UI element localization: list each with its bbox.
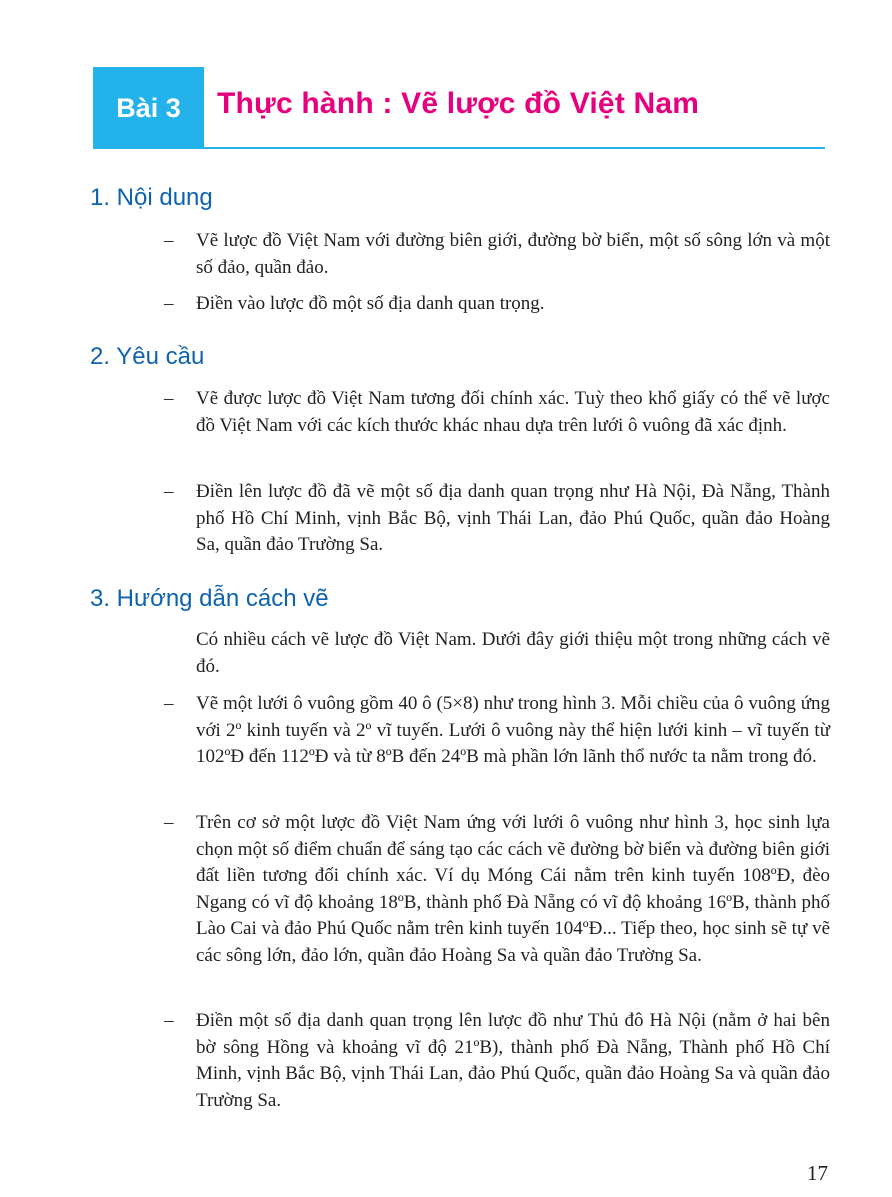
list-item-text: Điền lên lược đồ đã vẽ một số địa danh quan trọng như Hà Nội, Đà Nẵng, Thành phố Hồ Chí Minh, vịnh Bắc Bộ, vịnh Thái Lan, đảo Phú Quốc, quần đảo Hoàng Sa, quần đảo Trường Sa. — [196, 481, 830, 555]
list-item — [164, 228, 830, 281]
dash-bullet: – — [164, 293, 174, 314]
dash-bullet: – — [164, 481, 174, 502]
section-heading-requirements: 2. Yêu cầu — [90, 343, 205, 370]
list-item-text: Điền một số địa danh quan trọng lên lược đồ như Thủ đô Hà Nội (nằm ở hai bên bờ sông Hồng và khoảng vĩ độ 21ºB), thành phố Đà Nẵng, Thành phố Hồ Chí Minh, vịnh Bắc Bộ, vịnh Thái Lan, đảo Phú Quốc, quần đảo Hoàng Sa và quần đảo Trường Sa. — [196, 1010, 830, 1111]
header-underline — [204, 147, 825, 149]
list-item — [164, 810, 830, 969]
lesson-title: Thực hành : Vẽ lược đồ Việt Nam — [217, 87, 700, 120]
list-item — [164, 291, 830, 318]
section-heading-instructions: 3. Hướng dẫn cách vẽ — [90, 585, 329, 612]
list-item-text: Vẽ lược đồ Việt Nam với đường biên giới, đường bờ biển, một số sông lớn và một số đảo, quần đảo. — [196, 230, 830, 278]
dash-bullet: – — [164, 230, 174, 251]
list-item — [164, 386, 830, 439]
list-item — [164, 479, 830, 559]
list-item-text: Vẽ một lưới ô vuông gồm 40 ô (5×8) như trong hình 3. Mỗi chiều của ô vuông ứng với 2º kinh tuyến và 2º vĩ tuyến. Lưới ô vuông này thể hiện lưới kinh – vĩ tuyến từ 102ºĐ đến 112ºĐ và từ 8ºB đến 24ºB mà phần lớn lãnh thổ nước ta nằm trong đó. — [196, 693, 830, 767]
list-item-text: Vẽ được lược đồ Việt Nam tương đối chính xác. Tuỳ theo khổ giấy có thể vẽ lược đồ Việt Nam với các kích thước khác nhau dựa trên lưới ô vuông đã xác định. — [196, 388, 830, 436]
dash-bullet: – — [164, 388, 174, 409]
page-number: 17 — [807, 1161, 828, 1185]
list-item-text: Trên cơ sở một lược đồ Việt Nam ứng với lưới ô vuông như hình 3, học sinh lựa chọn một số điểm chuẩn để sáng tạo các cách vẽ đường bờ biển và đường biên giới đất liền tương đối chính xác. Ví dụ Móng Cái nằm trên kinh tuyến 108ºĐ, đèo Ngang có vĩ độ khoảng 18ºB, thành phố Đà Nẵng có vĩ độ khoảng 16ºB, thành phố Lào Cai và đảo Phú Quốc nằm trên kinh tuyến 104ºĐ... Tiếp theo, học sinh sẽ tự vẽ các sông lớn, đảo lớn, quần đảo Hoàng Sa và quần đảo Trường Sa. — [196, 812, 830, 966]
intro-paragraph: Có nhiều cách vẽ lược đồ Việt Nam. Dưới đây giới thiệu một trong những cách vẽ đó. — [196, 629, 830, 677]
dash-bullet: – — [164, 693, 174, 714]
dash-bullet: – — [164, 1010, 174, 1031]
section-heading-content: 1. Nội dung — [90, 184, 213, 211]
dash-bullet: – — [164, 812, 174, 833]
list-item — [164, 1008, 830, 1114]
lesson-badge: Bài 3 — [93, 67, 204, 149]
list-item — [164, 691, 830, 771]
list-item-text: Điền vào lược đồ một số địa danh quan trọng. — [196, 293, 545, 314]
lesson-header — [93, 67, 825, 149]
